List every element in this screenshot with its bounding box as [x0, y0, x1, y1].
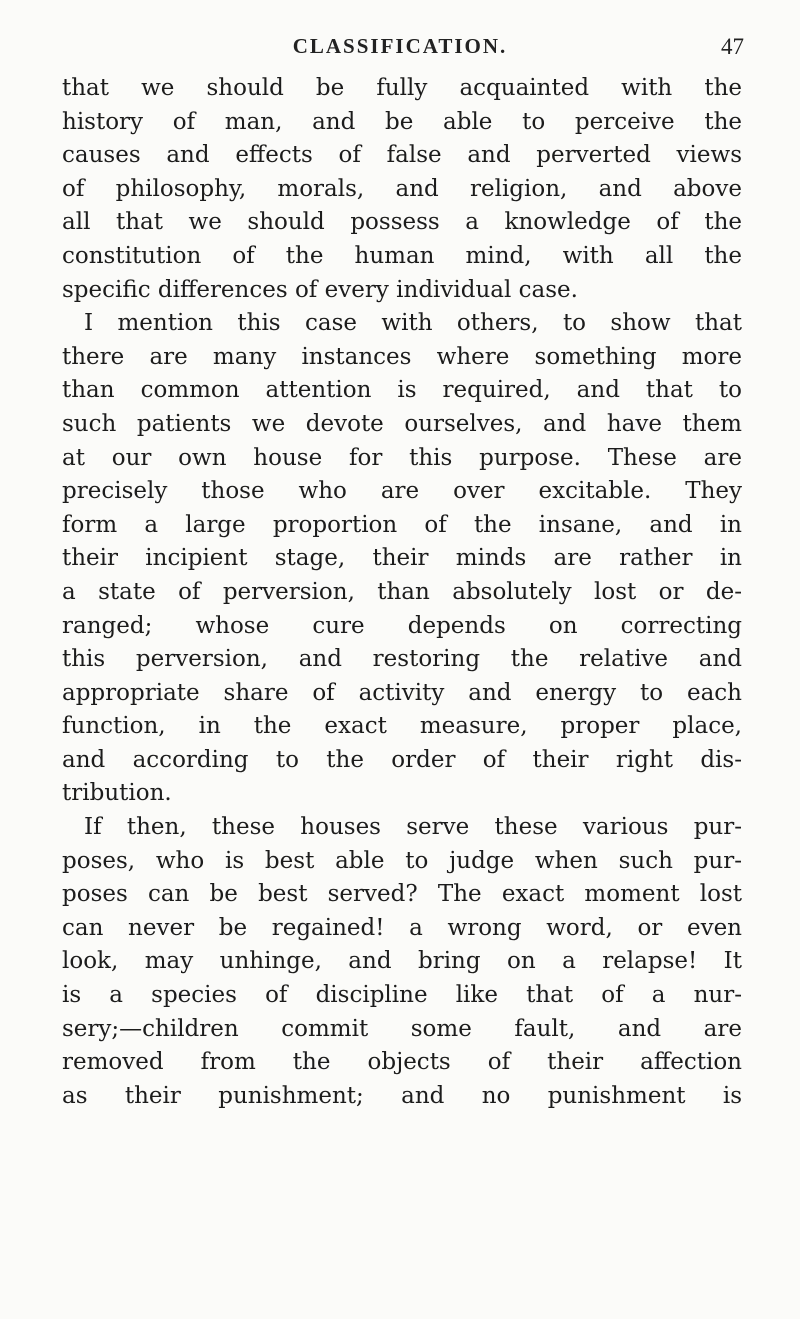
text-line: can never be regained! a wrong word, or even [62, 914, 742, 941]
text-line: all that we should possess a knowledge of the [62, 209, 742, 236]
text-line: precisely those who are over excitable. They [62, 478, 742, 505]
text-line: removed from the objects of their affection [62, 1049, 742, 1076]
text-line: as their punishment; and no punishment is [62, 1082, 742, 1109]
text-line: tribution. [62, 780, 172, 807]
text-line: such patients we devote ourselves, and have them [62, 410, 742, 437]
body-text [62, 72, 742, 1113]
text-line: at our own house for this purpose. These are [62, 444, 742, 471]
text-line: ranged; whose cure depends on correcting [62, 612, 742, 639]
text-line: of philosophy, morals, and religion, and above [62, 175, 742, 202]
text-line: that we should be fully acquainted with the [62, 75, 742, 101]
text-line: form a large proportion of the insane, and in [62, 511, 742, 538]
text-line: constitution of the human mind, with all the [62, 242, 742, 269]
text-line: there are many instances where something more [62, 343, 742, 370]
text-line: a state of perversion, than absolutely lost or de- [62, 578, 742, 605]
text-line: poses can be best served? The exact moment lost [62, 881, 742, 908]
paragraph-start-line: If then, these houses serve these various pur- [84, 814, 742, 841]
running-head-title: CLASSIFICATION. [292, 34, 508, 58]
text-line: their incipient stage, their minds are rather in [62, 545, 742, 572]
text-line: history of man, and be able to perceive the [62, 108, 742, 135]
text-line: is a species of discipline like that of a nur- [62, 982, 742, 1009]
text-line: sery;—children commit some fault, and are [62, 1015, 742, 1042]
text-line: appropriate share of activity and energy to each [62, 679, 742, 706]
text-line: this perversion, and restoring the relative and [62, 646, 742, 673]
text-line: causes and effects of false and perverted views [62, 142, 742, 169]
text-line: function, in the exact measure, proper place, [62, 713, 742, 740]
running-head [0, 34, 800, 64]
text-line: look, may unhinge, and bring on a relapse! It [62, 948, 742, 975]
text-line: than common attention is required, and that to [62, 377, 742, 404]
paragraph-start-line: I mention this case with others, to show that [84, 310, 742, 337]
text-line: and according to the order of their right dis- [62, 746, 742, 773]
text-line: poses, who is best able to judge when such pur- [62, 847, 742, 874]
text-line: specific differences of every individual case. [62, 276, 578, 303]
page-number: 47 [721, 34, 744, 59]
